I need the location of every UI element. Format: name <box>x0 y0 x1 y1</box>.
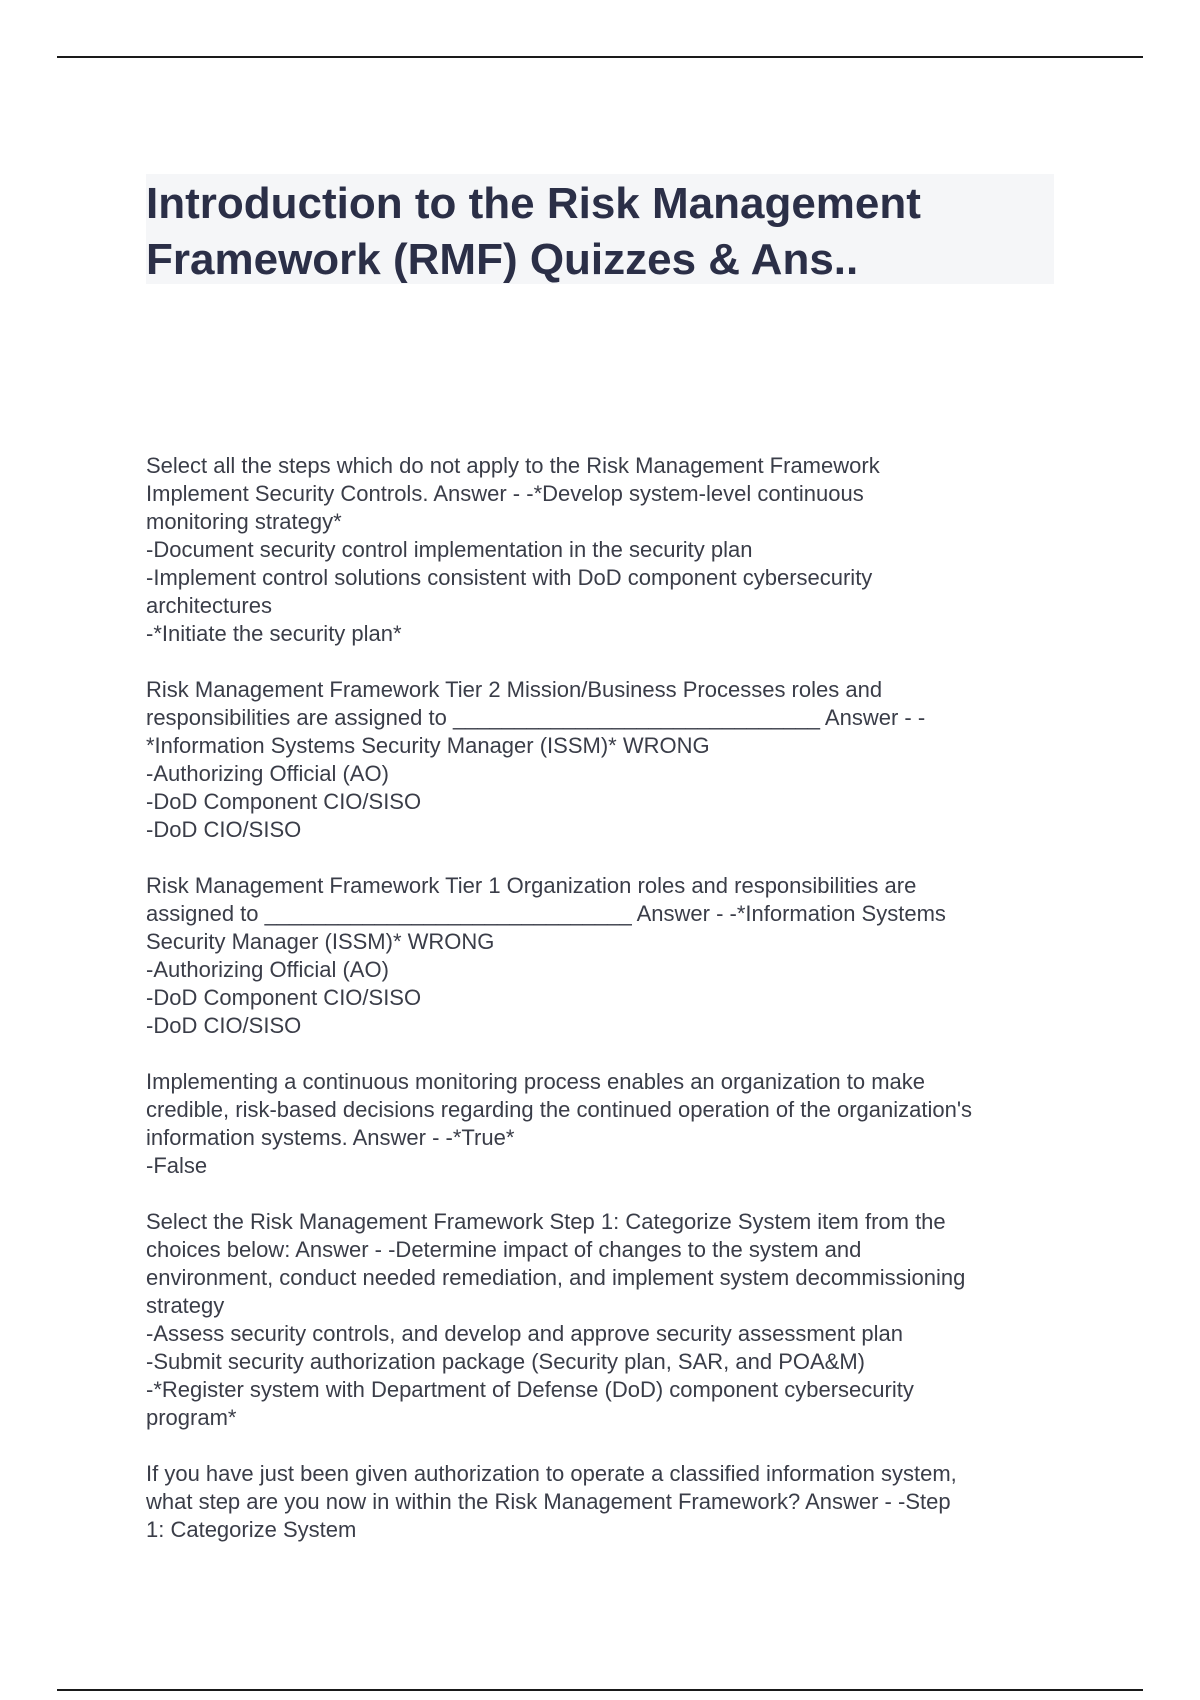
qa-line: credible, risk-based decisions regarding the continued operation of the organization's <box>146 1097 973 1122</box>
qa-line: -DoD CIO/SISO <box>146 1013 302 1038</box>
qa-line: -DoD CIO/SISO <box>146 817 302 842</box>
qa-item-2 <box>146 676 1076 844</box>
qa-line: Security Manager (ISSM)* WRONG <box>146 929 495 954</box>
qa-line: Risk Management Framework Tier 1 Organization roles and responsibilities are <box>146 873 917 898</box>
qa-line: architectures <box>146 593 272 618</box>
qa-line: 1: Categorize System <box>146 1517 357 1542</box>
document-body <box>146 452 1076 1572</box>
qa-line: Select the Risk Management Framework Step 1: Categorize System item from the <box>146 1209 946 1234</box>
qa-line: information systems. Answer - -*True* <box>146 1125 515 1150</box>
qa-item-5 <box>146 1208 1076 1432</box>
qa-item-6 <box>146 1460 1076 1544</box>
qa-line: -*Register system with Department of Defense (DoD) component cybersecurity <box>146 1377 914 1402</box>
qa-item-3 <box>146 872 1076 1040</box>
qa-line: -DoD Component CIO/SISO <box>146 985 422 1010</box>
title-line-1: Introduction to the Risk Management <box>146 179 921 228</box>
qa-line: program* <box>146 1405 237 1430</box>
qa-item-1 <box>146 452 1076 648</box>
qa-line: -Authorizing Official (AO) <box>146 957 389 982</box>
qa-line: what step are you now in within the Risk Management Framework? Answer - -Step <box>146 1489 951 1514</box>
qa-line: monitoring strategy* <box>146 509 342 534</box>
qa-line: choices below: Answer - -Determine impact of changes to the system and <box>146 1237 862 1262</box>
qa-line: Implementing a continuous monitoring process enables an organization to make <box>146 1069 926 1094</box>
qa-line: -Assess security controls, and develop and approve security assessment plan <box>146 1321 903 1346</box>
qa-line: responsibilities are assigned to ______________________________ Answer - - <box>146 705 926 730</box>
qa-line: -Submit security authorization package (Security plan, SAR, and POA&M) <box>146 1349 865 1374</box>
bottom-rule <box>57 1689 1143 1691</box>
qa-line: -Authorizing Official (AO) <box>146 761 389 786</box>
page-title <box>146 176 1046 288</box>
title-line-2: Framework (RMF) Quizzes & Ans.. <box>146 235 859 284</box>
qa-line: Select all the steps which do not apply to the Risk Management Framework <box>146 453 880 478</box>
qa-item-4 <box>146 1068 1076 1180</box>
qa-line: strategy <box>146 1293 225 1318</box>
qa-line: Implement Security Controls. Answer - -*Develop system-level continuous <box>146 481 864 506</box>
qa-line: -False <box>146 1153 208 1178</box>
qa-line: If you have just been given authorization to operate a classified information system, <box>146 1461 957 1486</box>
qa-line: -Document security control implementation in the security plan <box>146 537 753 562</box>
qa-line: Risk Management Framework Tier 2 Mission/Business Processes roles and <box>146 677 883 702</box>
qa-line: *Information Systems Security Manager (ISSM)* WRONG <box>146 733 710 758</box>
top-rule <box>57 56 1143 58</box>
qa-line: assigned to ______________________________ Answer - -*Information Systems <box>146 901 946 926</box>
qa-line: environment, conduct needed remediation, and implement system decommissioning <box>146 1265 966 1290</box>
qa-line: -*Initiate the security plan* <box>146 621 402 646</box>
qa-line: -DoD Component CIO/SISO <box>146 789 422 814</box>
qa-line: -Implement control solutions consistent with DoD component cybersecurity <box>146 565 873 590</box>
